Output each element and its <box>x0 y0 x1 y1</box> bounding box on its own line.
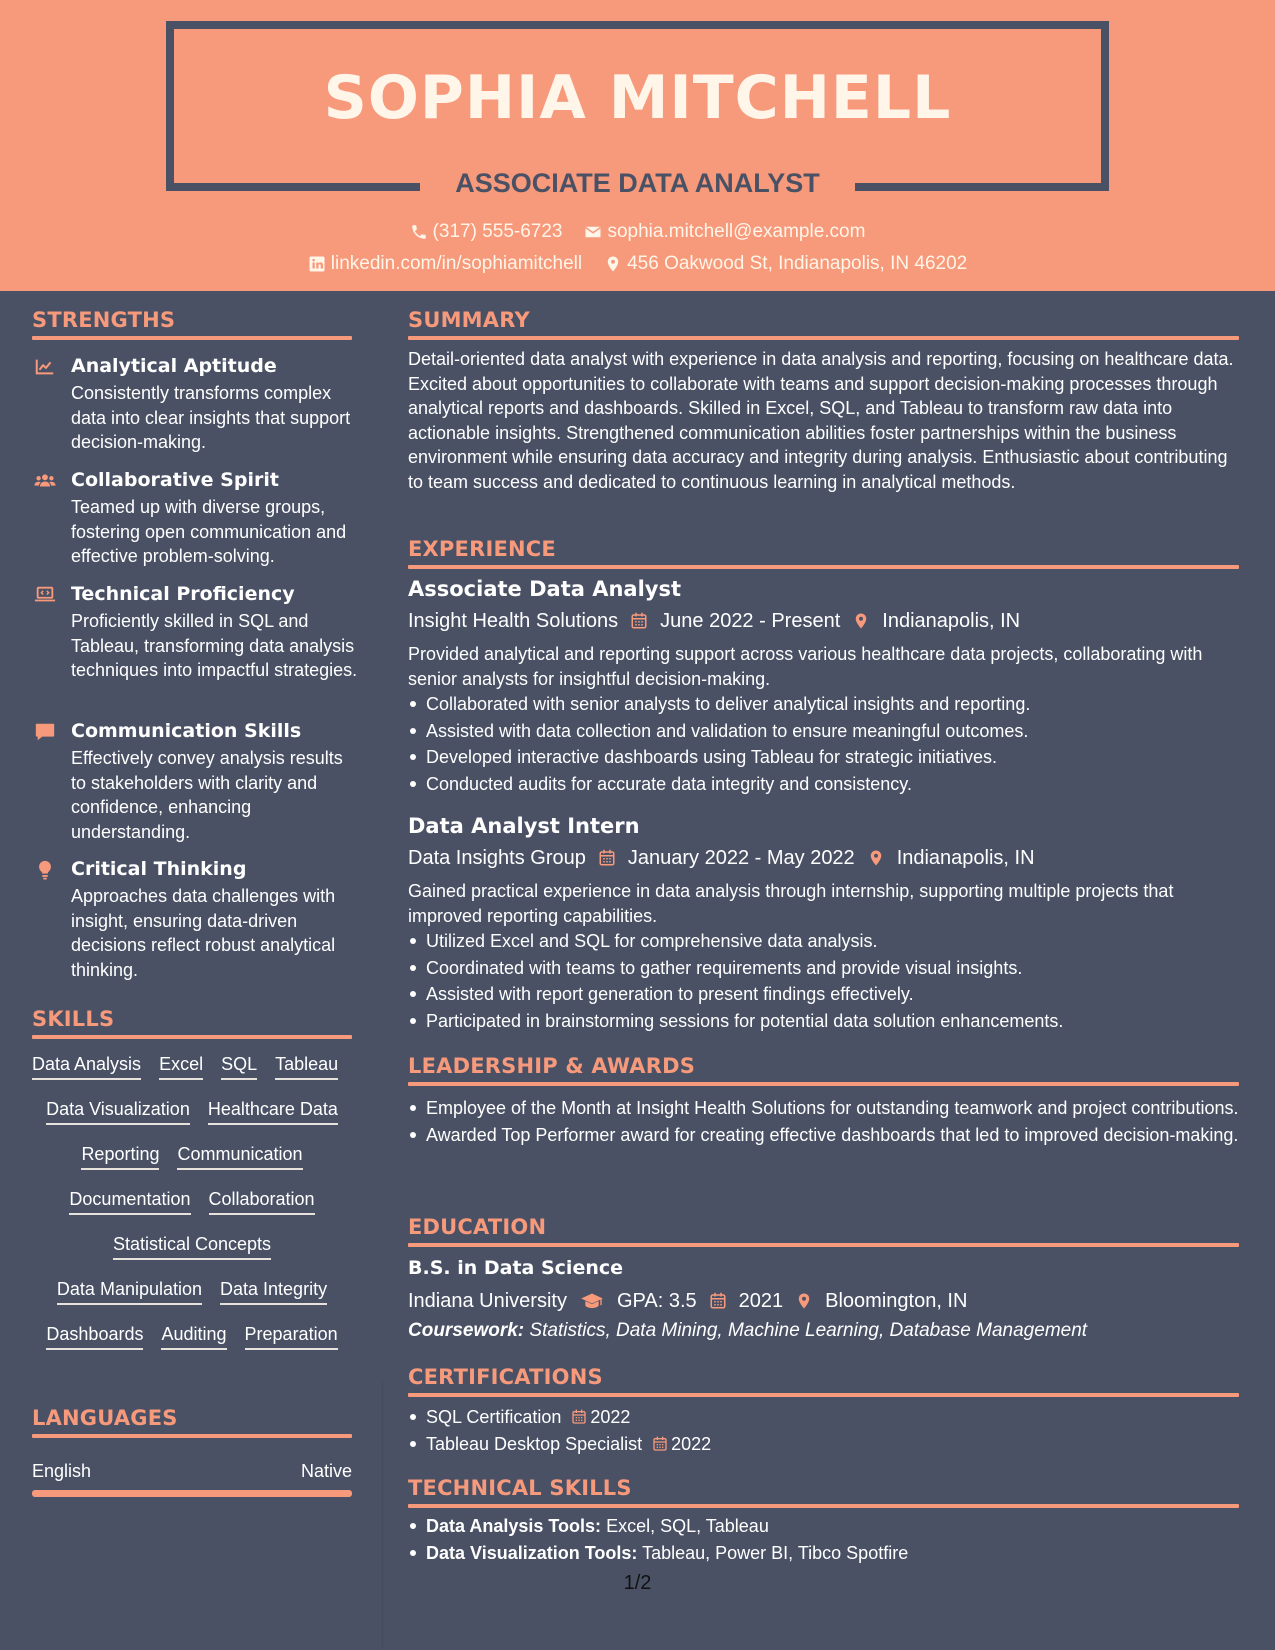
skill-tag: Excel <box>159 1052 203 1080</box>
experience-bullets <box>408 692 1239 796</box>
contact-row-1 <box>0 220 1275 244</box>
language-level: Native <box>300 1461 352 1481</box>
skill-tag: Preparation <box>245 1322 338 1350</box>
experience-meta <box>408 608 1239 634</box>
skill-tag: Dashboards <box>46 1322 143 1350</box>
certification-year: 2022 <box>671 1433 712 1454</box>
experience-entry <box>408 813 1239 1036</box>
header-banner <box>0 0 1275 291</box>
address-text: 456 Oakwood St, Indianapolis, IN 46202 <box>627 253 968 274</box>
certification-year: 2022 <box>590 1407 631 1427</box>
skill-tag: SQL <box>221 1052 257 1080</box>
strength-title: Critical Thinking <box>71 858 247 880</box>
education-meta <box>408 1288 1239 1314</box>
lightbulb-icon <box>34 859 56 881</box>
education-school: Indiana University <box>408 1290 567 1312</box>
education-location: Bloomington, IN <box>825 1290 968 1312</box>
experience-bullets <box>408 929 1239 1033</box>
skills-row <box>32 1052 352 1097</box>
skill-tag: Statistical Concepts <box>113 1232 271 1260</box>
skill-tag: Communication <box>177 1142 302 1170</box>
skills-rule <box>32 1035 352 1039</box>
skill-tag: Auditing <box>161 1322 226 1350</box>
experience-dates: June 2022 - Present <box>660 610 841 632</box>
certification-item <box>408 1405 1239 1430</box>
education-coursework <box>408 1318 1239 1344</box>
certification-name: SQL Certification <box>426 1407 562 1427</box>
strength-desc: Effectively convey analysis results to stakeholders with clarity and confidence, enhancing understanding. <box>71 748 343 842</box>
skills-heading: SKILLS <box>32 1007 115 1031</box>
leadership-heading: LEADERSHIP & AWARDS <box>408 1054 696 1078</box>
leadership-item: Employee of the Month at Insight Health Solutions for outstanding teamwork and project contributions. <box>408 1096 1239 1121</box>
calendar-icon <box>652 1435 668 1453</box>
experience-description: Provided analytical and reporting support across various healthcare data projects, collaborating with senior analysts for insightful decision-making. <box>408 644 1203 689</box>
graduation-cap-icon <box>579 1291 605 1311</box>
skills-row <box>32 1277 352 1322</box>
education-gpa: GPA: 3.5 <box>616 1290 697 1312</box>
skill-tag: Documentation <box>69 1187 190 1215</box>
coursework-text: Statistics, Data Mining, Machine Learning, Database Management <box>529 1320 1088 1341</box>
contact-linkedin[interactable] <box>308 252 582 276</box>
skill-tag: Data Integrity <box>220 1277 327 1305</box>
skill-tag: Data Visualization <box>46 1097 190 1125</box>
skills-row <box>32 1322 352 1367</box>
experience-bullet: Assisted with data collection and validation to ensure meaningful outcomes. <box>408 719 1239 744</box>
technical-skills-rule <box>408 1504 1239 1508</box>
technical-skill-item <box>408 1541 1239 1566</box>
experience-bullet: Utilized Excel and SQL for comprehensive data analysis. <box>408 929 1239 954</box>
calendar-icon <box>598 848 616 868</box>
language-proficiency-bar <box>32 1490 352 1497</box>
strength-title: Analytical Aptitude <box>71 355 277 377</box>
experience-meta <box>408 845 1239 871</box>
skill-tag: Data Manipulation <box>57 1277 202 1305</box>
experience-bullet: Coordinated with teams to gather requirements and provide visual insights. <box>408 956 1239 981</box>
strength-desc: Consistently transforms complex data into clear insights that support decision-making. <box>71 383 351 452</box>
technical-skills-list <box>408 1514 1239 1567</box>
experience-heading: EXPERIENCE <box>408 537 556 561</box>
technical-skill-label: Data Visualization Tools: <box>426 1542 638 1563</box>
map-marker-icon <box>867 848 885 868</box>
skill-tag: Collaboration <box>209 1187 315 1215</box>
experience-location: Indianapolis, IN <box>896 847 1035 869</box>
map-marker-icon <box>852 611 870 631</box>
certification-item <box>408 1432 1239 1457</box>
experience-bullet: Collaborated with senior analysts to deliver analytical insights and reporting. <box>408 692 1239 717</box>
technical-skill-label: Data Analysis Tools: <box>426 1516 602 1536</box>
education-year: 2021 <box>738 1290 784 1312</box>
linkedin-text: linkedin.com/in/sophiamitchell <box>330 253 583 274</box>
calendar-icon <box>571 1408 587 1426</box>
experience-bullet: Assisted with report generation to present findings effectively. <box>408 982 1239 1007</box>
experience-company: Insight Health Solutions <box>408 610 619 632</box>
experience-bullet: Conducted audits for accurate data integrity and consistency. <box>408 772 1239 797</box>
contact-email[interactable] <box>584 220 865 244</box>
strength-title: Collaborative Spirit <box>71 469 279 491</box>
education-heading: EDUCATION <box>408 1215 547 1239</box>
leadership-rule <box>408 1082 1239 1086</box>
certifications-heading: CERTIFICATIONS <box>408 1365 603 1389</box>
strength-title: Communication Skills <box>71 720 302 742</box>
comment-icon <box>34 721 56 743</box>
summary-rule <box>408 336 1239 340</box>
calendar-icon <box>709 1291 727 1311</box>
skill-tag: Reporting <box>81 1142 159 1170</box>
certifications-rule <box>408 1393 1239 1397</box>
coursework-label: Coursework: <box>408 1320 525 1341</box>
technical-skills-heading: TECHNICAL SKILLS <box>408 1476 632 1500</box>
candidate-name: SOPHIA MITCHELL <box>323 63 952 133</box>
page-number: 1/2 <box>623 1572 652 1594</box>
strength-desc: Approaches data challenges with insight, ensuring data-driven decisions reflect robust analytical thinking. <box>71 886 336 980</box>
certification-name: Tableau Desktop Specialist <box>426 1433 643 1454</box>
users-icon <box>34 470 56 492</box>
laptop-code-icon <box>34 584 56 606</box>
envelope-icon <box>584 223 602 241</box>
skills-row <box>32 1142 352 1187</box>
summary-heading: SUMMARY <box>408 308 530 332</box>
language-item <box>32 1459 352 1483</box>
column-divider <box>382 1380 383 1650</box>
technical-skill-item <box>408 1514 1239 1539</box>
experience-title: Associate Data Analyst <box>408 577 682 601</box>
education-rule <box>408 1243 1239 1247</box>
language-name: English <box>32 1461 92 1481</box>
education-degree: B.S. in Data Science <box>408 1257 624 1279</box>
experience-dates: January 2022 - May 2022 <box>627 847 855 869</box>
technical-skill-value: Excel, SQL, Tableau <box>606 1516 769 1536</box>
phone-text: (317) 555-6723 <box>432 221 563 242</box>
strength-desc: Proficiently skilled in SQL and Tableau, transforming data analysis techniques into impactful strategies. <box>71 611 358 680</box>
certifications-list <box>408 1405 1239 1458</box>
experience-rule <box>408 565 1239 569</box>
skills-row <box>32 1232 352 1277</box>
strengths-heading: STRENGTHS <box>32 308 176 332</box>
languages-rule <box>32 1434 352 1438</box>
skill-tag: Tableau <box>275 1052 338 1080</box>
skills-list <box>32 1052 352 1367</box>
strength-desc: Teamed up with diverse groups, fostering open communication and effective problem-solving. <box>71 497 347 566</box>
contact-row-2 <box>0 252 1275 276</box>
education-entry <box>408 1255 1239 1344</box>
experience-company: Data Insights Group <box>408 847 586 869</box>
map-marker-icon <box>604 255 622 273</box>
job-title: ASSOCIATE DATA ANALYST <box>455 168 820 198</box>
experience-entry <box>408 576 1239 799</box>
experience-title: Data Analyst Intern <box>408 814 640 838</box>
skills-row <box>32 1187 352 1232</box>
leadership-item: Awarded Top Performer award for creating effective dashboards that led to improved decision-making. <box>408 1123 1239 1148</box>
phone-icon <box>410 223 428 241</box>
strengths-rule <box>32 336 352 340</box>
email-text: sophia.mitchell@example.com <box>607 221 866 242</box>
languages-heading: LANGUAGES <box>32 1406 178 1430</box>
strength-title: Technical Proficiency <box>71 583 295 605</box>
experience-description: Gained practical experience in data analysis through internship, supporting multiple projects that improved reporting capabilities. <box>408 881 1174 926</box>
skill-tag: Healthcare Data <box>208 1097 338 1125</box>
chart-line-icon <box>34 356 56 378</box>
experience-location: Indianapolis, IN <box>882 610 1021 632</box>
summary-text: Detail-oriented data analyst with experience in data analysis and reporting, focusing on healthcare data. Excited about opportunities to collaborate with teams and support decision-making processes through analytical reports and dashboards. Skilled in Excel, SQL, and Tableau to transform raw data into actionable insights. Strengthened communication abilities foster partnerships within the business environment while ensuring data accuracy and integrity during analysis. Enthusiastic about contributing to team success and dedicated to continuous learning in analytical methods. <box>408 349 1234 492</box>
calendar-icon <box>630 611 648 631</box>
skill-tag: Data Analysis <box>32 1052 141 1080</box>
map-marker-icon <box>795 1291 813 1311</box>
contact-phone[interactable] <box>410 220 563 244</box>
technical-skill-value: Tableau, Power BI, Tibco Spotfire <box>642 1542 909 1563</box>
contact-address <box>604 252 967 276</box>
skills-row <box>32 1097 352 1142</box>
linkedin-icon <box>308 255 326 273</box>
leadership-list <box>408 1096 1239 1149</box>
experience-bullet: Participated in brainstorming sessions for potential data solution enhancements. <box>408 1009 1239 1034</box>
experience-bullet: Developed interactive dashboards using Tableau for strategic initiatives. <box>408 745 1239 770</box>
